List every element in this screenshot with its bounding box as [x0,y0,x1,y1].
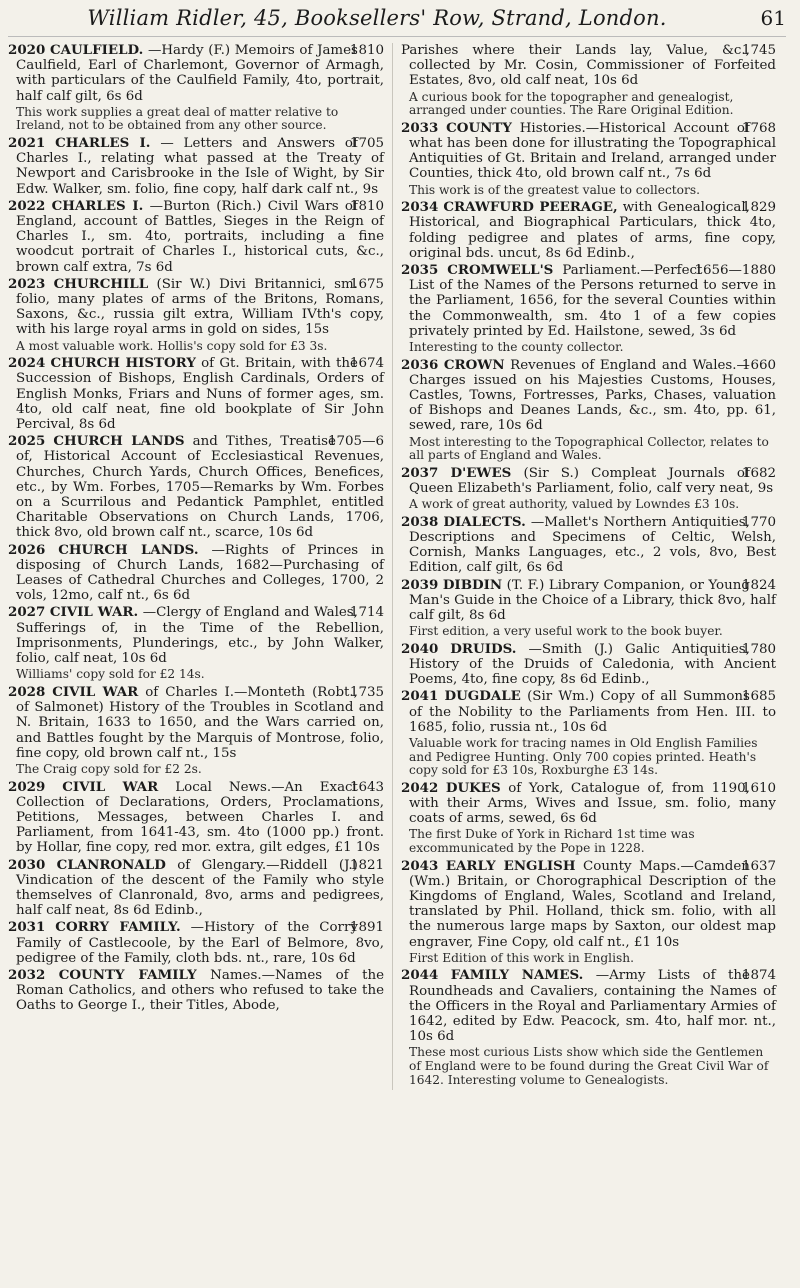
catalogue-entry [401,859,776,950]
catalogue-entry [401,642,776,688]
catalogue-entry [401,200,776,261]
entry-note: Most interesting to the Topographical Collector, relates to all parts of England and Wales. [409,434,769,463]
entry-date: 1745 [741,43,776,58]
entry-number: 2032 [8,966,46,983]
entry-heading: CRAWFURD PEERAGE, [443,199,618,216]
entry-description: (Sir Wm.) Copy of all Summons of the Nobility to the Parliaments from Hen. III. to 1685, folio, russia nt., 10s 6d [409,689,776,735]
entry-heading: DUKES [445,779,501,796]
entry-number: 2044 [401,967,439,984]
entry-description: of York, Catalogue of, from 1190, with their Arms, Wives and Issue, sm. folio, many coats of arms, sewed, 6s 6d [409,780,776,827]
entry-heading: CIVIL WAR [62,778,159,795]
entry-date: 1660 [741,357,776,373]
running-title: William Ridler, 45, Booksellers' Row, Strand, London. [87,6,667,30]
entry-heading: CHARLES I. [51,197,144,214]
entry-description: of Charles I.—Monteth (Robt., of Salmonet) History of the Troubles in Scotland and N. Britain, 1633 to 1650, and the Wars carried on, and Battles fought by the Marquis of Montrose, folio, fine copy, old brown calf nt., 15s [16,684,384,761]
entry-date: 1705 [349,136,384,151]
entry-heading: D'EWES [450,464,512,481]
catalogue-entry [401,263,776,339]
catalogue-entry [8,780,384,856]
entry-date: 1643 [349,779,384,795]
entry-description: —Burton (Rich.) Civil Wars of England, account of Battles, Sieges in the Reign of Charles I., sm. 4to, portraits, including a fine woodcut portrait of Charles I., historical cuts, &c., brown calf extra, 7s 6d [16,198,384,275]
catalogue-entry [401,121,776,182]
page-header [8,6,786,37]
entry-number: 2040 [401,640,439,657]
entry-date: 1637 [741,858,776,874]
entry-date: 1891 [349,920,384,936]
entry-note: A most valuable work. Hollis's copy sold for £3 3s. [16,338,328,353]
entry-heading: CORRY FAMILY. [55,919,181,936]
entry-date: 1714 [349,605,384,621]
entry-note: This work is of the greatest value to collectors. [409,182,700,197]
entry-number: 2023 [8,275,46,292]
entry-date: 1656—1880 [694,263,776,279]
entry-heading: CHURCH LANDS. [58,541,199,558]
entry-date: 1768 [741,120,776,136]
entry-heading: CHURCH LANDS [53,433,185,450]
entry-number: 2025 [8,433,46,450]
catalogue-entry [8,543,384,604]
entry-description: Local News.—An Exact Collection of Declarations, Orders, Proclamations, Petitions, Messages, between Charles I. and Parliament, from 1641-43, sm. 4to (1000 pp.) front. by Hollar, fine copy, red mor. extra, gilt edges, £1 10s [16,779,384,856]
entry-heading: CROMWELL'S [447,262,554,279]
entry-note: Interesting to the county collector. [409,340,624,355]
entry-date: 1685 [741,689,776,705]
entry-date: 1674 [349,356,384,372]
entry-note: The first Duke of York in Richard 1st time was excommunicated by the Pope in 1228. [409,827,695,856]
columns [8,43,786,1090]
entry-number: 2026 [8,541,46,558]
catalogue-entry [401,515,776,576]
entry-heading: CIVIL WAR [52,683,139,700]
entry-description: Parliament.—Perfect List of the Names of the Persons returned to serve in the Parliament, 1656, for the several Counties within the Commonwealth, sm. 4to 1 of a few copies privately printed by Ed. Hailstone, sewed, 3s 6d [409,263,776,339]
entry-date: 1682 [741,465,776,481]
entry-heading: FAMILY NAMES. [450,967,584,984]
entry-description: —Mallet's Northern Antiquities, Descriptions and Specimens of Celtic, Welsh, Cornish, Manks Languages, etc., 2 vols, 8vo, Best Edition, calf gilt, 6s 6d [409,514,776,576]
entry-date: 1610 [741,780,776,796]
catalogue-entry [8,199,384,275]
entry-heading: DIBDIN [442,576,503,593]
catalogue-entry [401,689,776,735]
entry-description: (Sir S.) Compleat Journals of Queen Elizabeth's Parliament, folio, calf very neat, 9s [409,465,774,497]
entry-heading: CHURCHILL [53,275,149,292]
entry-description: —Clergy of England and Wales, Sufferings of, in the Time of the Rebellion, Imprisonments, Plunderings, etc., by John Walker, folio, calf neat, 10s 6d [16,605,384,667]
catalogue-entry [8,136,384,197]
entry-date: 1675 [349,276,384,292]
entry-date: 1770 [741,514,776,530]
entry-number: 2042 [401,779,439,796]
entry-description: (Sir W.) Divi Britannici, sm. folio, many plates of arms of the Britons, Romans, Saxons, &c., russia gilt extra, William IVth's copy, with his large royal arms in gold on sides, 15s [16,276,384,338]
catalogue-entry [8,43,384,104]
entry-date: 1735 [349,684,384,700]
entry-number: 2036 [401,356,439,373]
entry-description: —Army Lists of the Roundheads and Cavaliers, containing the Names of the Officers in the Royal and Parliamentary Armies of 1642, edited by Edw. Peacock, sm. 4to, half mor. nt., 10s 6d [409,968,776,1045]
entry-note: This work supplies a great deal of matter relative to Ireland, not to be obtained from any other source. [16,104,339,133]
entry-date: 1874 [741,968,776,984]
entry-description: —Hardy (F.) Memoirs of James Caulfield, Earl of Charlemont, Governor of Armagh, with particulars of the Caulfield Family, 4to, portrait, half calf gilt, 6s 6d [16,43,384,104]
catalogue-entry [8,434,384,540]
entry-note: These most curious Lists show which side the Gentlemen of England were to be found during the Great Civil War of 1642. Interesting volume to Genealogists. [409,1045,769,1087]
catalogue-entry [401,358,776,434]
catalogue-entry [401,43,776,89]
entry-heading: CHURCH HISTORY [50,355,196,372]
entry-date: 1810 [349,198,384,214]
entry-heading: EARLY ENGLISH [445,857,576,874]
entry-number: 2029 [8,778,46,795]
entry-number: 2034 [401,199,439,216]
entry-description: and Tithes, Treatise of, Historical Account of Ecclesiastical Revenues, Churches, Church Yards, Church Offices, Benefices, etc., by Wm. Forbes, 1705—Remarks by Wm. Forbes on a Scurrilous and Pedantick Pamphlet, entitled Charitable Observations on Church Lands, 1706, thick 8vo, old brown calf nt., scarce, 10s 6d [16,434,384,541]
entry-note: First edition, a very useful work to the book buyer. [409,624,723,639]
left-column [8,43,392,1090]
entry-description: Parishes where their Lands lay, Value, &c., collected by Mr. Cosin, Commissioner of Forfeited Estates, 8vo, old calf neat, 10s 6d [401,43,776,89]
entry-description: Revenues of England and Wales.—Charges issued on his Majesties Customs, Houses, Castles, Towns, Fortresses, Parks, Chases, valuation of Bishops and Deanes Lands, &c., sm. 4to, pp. 61, sewed, rare, 10s 6d [409,357,776,434]
entry-heading: CIVIL WAR. [49,604,139,621]
entry-number: 2024 [8,355,46,372]
catalogue-entry [401,466,776,496]
catalogue-entry [401,781,776,827]
entry-description: with Genealogical, Historical, and Biographical Particulars, thick 4to, folding pedigree and plates of arms, fine copy, original bds. uncut, 8s 6d Edinb., [409,200,776,261]
entry-heading: COUNTY [446,119,512,136]
entry-number: 2021 [8,135,46,151]
entry-note: A work of great authority, valued by Lowndes £3 10s. [409,497,740,512]
entry-description: —Smith (J.) Galic Antiquities, History of the Druids of Caledonia, with Ancient Poems, 4to, fine copy, 8s 6d Edinb., [409,641,776,688]
entry-heading: CAULFIELD. [49,42,144,58]
entry-description: — Letters and Answers of Charles I., relating what passed at the Treaty of Newport and Carisbrooke in the Isle of Wight, by Sir Edw. Walker, sm. folio, fine copy, half dark calf nt., 9s [16,136,384,197]
entry-description: (T. F.) Library Companion, or Young Man's Guide in the Choice of a Library, thick 8vo, half calf gilt, 8s 6d [409,577,776,624]
entry-date: 1705—6 [328,434,384,450]
entry-heading: DRUIDS. [450,640,517,657]
entry-heading: CLANRONALD [56,856,166,873]
entry-note: The Craig copy sold for £2 2s. [16,761,202,776]
catalogue-entry [401,578,776,624]
entry-number: 2035 [401,262,439,279]
catalogue-entry [8,920,384,966]
entry-date: 1824 [741,577,776,593]
entry-number: 2031 [8,919,46,936]
entry-number: 2039 [401,576,439,593]
entry-description: County Maps.—Camden (Wm.) Britain, or Chorographical Description of the Kingdoms of England, Wales, Scotland and Ireland, translated by Phil. Holland, thick sm. folio, with all the numerous large maps by Saxton, our oldest map engraver, Fine Copy, old calf nt., £1 10s [409,858,776,950]
catalogue-entry [8,968,384,1014]
entry-heading: DUGDALE [444,688,521,705]
catalogue-entry [8,605,384,666]
entry-number: 2020 [8,42,46,58]
entry-heading: DIALECTS. [443,513,526,530]
entry-number: 2028 [8,683,46,700]
page-number: 61 [760,6,786,30]
entry-number: 2038 [401,513,439,530]
entry-heading: CROWN [443,356,505,373]
entry-description: Histories.—Historical Account of what has been done for illustrating the Topographical Antiquities of Gt. Britain and Ireland, arranged under Counties, thick 4to, old brown calf nt., 7s 6d [409,120,776,182]
catalogue-entry [8,685,384,761]
entry-note: Valuable work for tracing names in Old English Families and Pedigree Hunting. Only 700 copies printed. Heath's copy sold for £3 10s, Roxburghe £3 14s. [409,736,758,778]
entry-number: 2027 [8,604,46,621]
entry-date: 1829 [741,200,776,216]
entry-date: 1810 [349,43,384,58]
entry-heading: COUNTY FAMILY [58,966,197,983]
entry-number: 2037 [401,464,439,481]
catalogue-entry [8,277,384,338]
entry-description: Names.—Names of the Roman Catholics, and others who refused to take the Oaths to George I., their Titles, Abode, [16,967,384,1014]
catalogue-entry [401,968,776,1044]
entry-number: 2041 [401,688,439,705]
entry-note: A curious book for the topographer and genealogist, arranged under counties. The Rare Original Edition. [409,89,734,118]
entry-note: Williams' copy sold for £2 14s. [16,667,205,682]
entry-description: —History of the Corry Family of Castlecoole, by the Earl of Belmore, 8vo, pedigree of the Family, cloth bds. nt., rare, 10s 6d [16,920,384,966]
entry-number: 2030 [8,856,46,873]
entry-date: 1780 [741,641,776,657]
catalogue-entry [8,356,384,432]
entry-description: —Rights of Princes in disposing of Church Lands, 1682—Purchasing of Leases of Cathedral Churches and Colleges, 1700, 2 vols, 12mo, calf nt., 6s 6d [16,542,384,604]
entry-number: 2043 [401,857,439,874]
entry-date: 1821 [349,857,384,873]
catalogue-entry [8,858,384,919]
entry-description: of Gt. Britain, with the Succession of Bishops, English Cardinals, Orders of English Monks, Friars and Nuns of former ages, sm. 4to, old calf neat, fine old bookplate of Sir John Percival, 8s 6d [16,356,384,433]
right-column [392,43,776,1090]
entry-number: 2022 [8,197,46,214]
entry-description: of Glengary.—Riddell (J.) Vindication of the descent of the Family who style themselves of Clanronald, 8vo, arms and pedigrees, half calf neat, 8s 6d Edinb., [16,857,384,919]
entry-number: 2033 [401,119,439,136]
entry-note: First Edition of this work in English. [409,950,634,965]
entry-heading: CHARLES I. [55,135,151,151]
